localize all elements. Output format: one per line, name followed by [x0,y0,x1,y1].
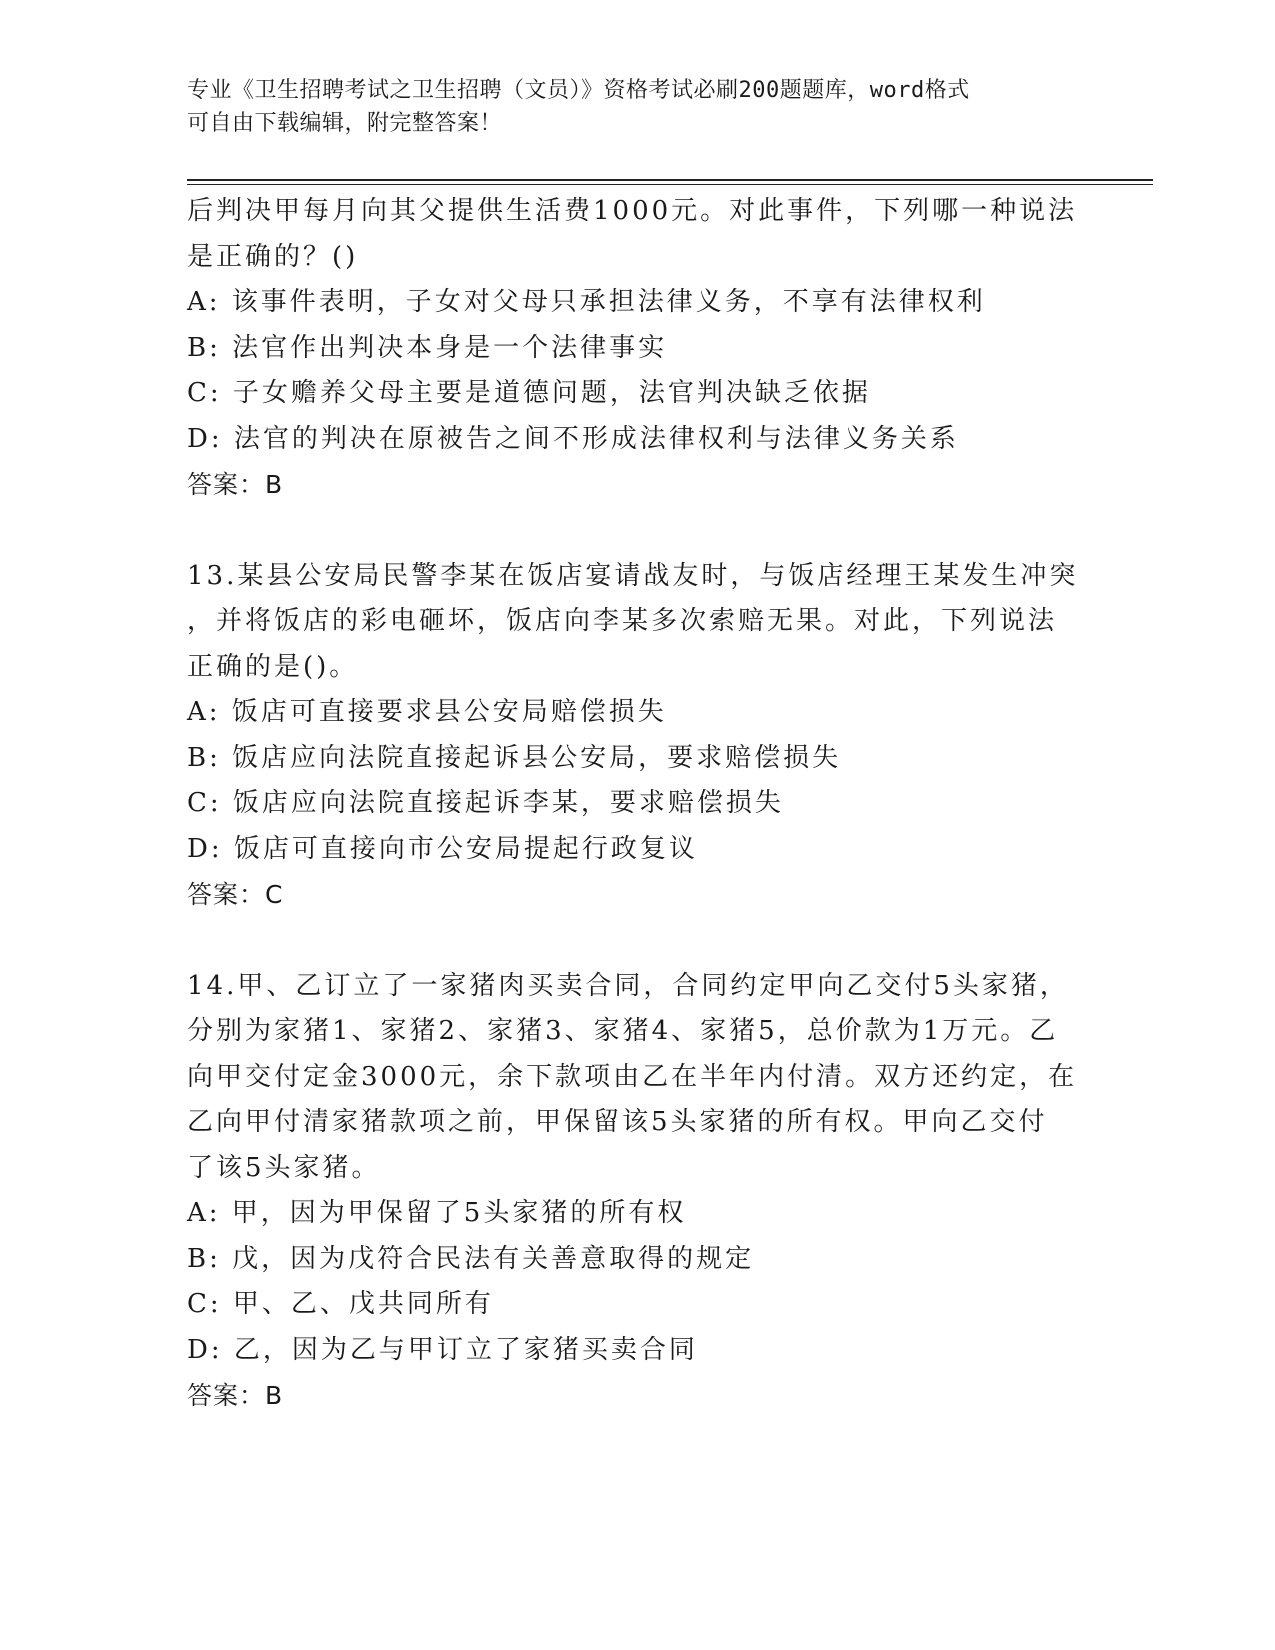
header-line-1: 专业《卫生招聘考试之卫生招聘（文员）》资格考试必刷200题题库，word格式 [187,78,970,103]
option-a: A: 该事件表明，子女对父母只承担法律义务，不享有法律权利 [187,287,986,317]
question-stem-line: 正确的是()。 [187,651,359,682]
question-stem-line: 14.甲、乙订立了一家猪肉买卖合同，合同约定甲向乙交付5头家猪， [187,970,1069,1001]
option-d: D: 饭店可直接向市公安局提起行政复议 [187,833,698,864]
answer-line: 答案：B [187,470,284,499]
spacer [187,918,1087,964]
option-c: C: 饭店应向法院直接起诉李某，要求赔偿损失 [187,788,784,818]
option-b: B: 戊，因为戊符合民法有关善意取得的规定 [187,1243,755,1274]
answer-line: 答案：C [187,880,284,909]
question-stem-line: 13.某县公安局民警李某在饭店宴请战友时，与饭店经理王某发生冲突 [187,560,1079,591]
question-stem-line: 向甲交付定金3000元，余下款项由乙在半年内付清。双方还约定，在 [187,1061,1078,1092]
option-b: B: 饭店应向法院直接起诉县公安局，要求赔偿损失 [187,742,842,773]
question-stem-line: 了该5头家猪。 [187,1152,381,1183]
option-d: D: 法官的判决在原被告之间不形成法律权利与法律义务关系 [187,423,959,454]
document-body [187,189,1087,1419]
option-a: A: 甲，因为甲保留了5头家猪的所有权 [187,1198,687,1228]
question-13 [187,554,1087,918]
question-12 [187,189,1087,508]
option-b: B: 法官作出判决本身是一个法律事实 [187,332,668,363]
document-header [187,74,1067,140]
option-c: C: 甲、乙、戊共同所有 [187,1289,494,1319]
header-divider-thick [187,179,1153,181]
option-d: D: 乙，因为乙与甲订立了家猪买卖合同 [187,1334,698,1365]
question-stem-line: ，并将饭店的彩电砸坏，饭店向李某多次索赔无果。对此，下列说法 [187,606,1058,636]
header-line-2: 可自由下载编辑，附完整答案！ [187,111,503,136]
question-stem-line: 乙向甲付清家猪款项之前，甲保留该5头家猪的所有权。甲向乙交付 [187,1107,1048,1137]
question-stem-line: 是正确的？() [187,241,359,272]
question-14 [187,964,1087,1419]
header-divider-thin [187,184,1153,185]
option-a: A: 饭店可直接要求县公安局赔偿损失 [187,697,667,727]
option-c: C: 子女赡养父母主要是道德问题，法官判决缺乏依据 [187,378,871,408]
question-stem-line: 后判决甲每月向其父提供生活费1000元。对此事件，下列哪一种说法 [187,196,1078,226]
question-stem-line: 分别为家猪1、家猪2、家猪3、家猪4、家猪5，总价款为1万元。乙 [187,1016,1059,1046]
answer-line: 答案：B [187,1381,284,1410]
spacer [187,508,1087,554]
